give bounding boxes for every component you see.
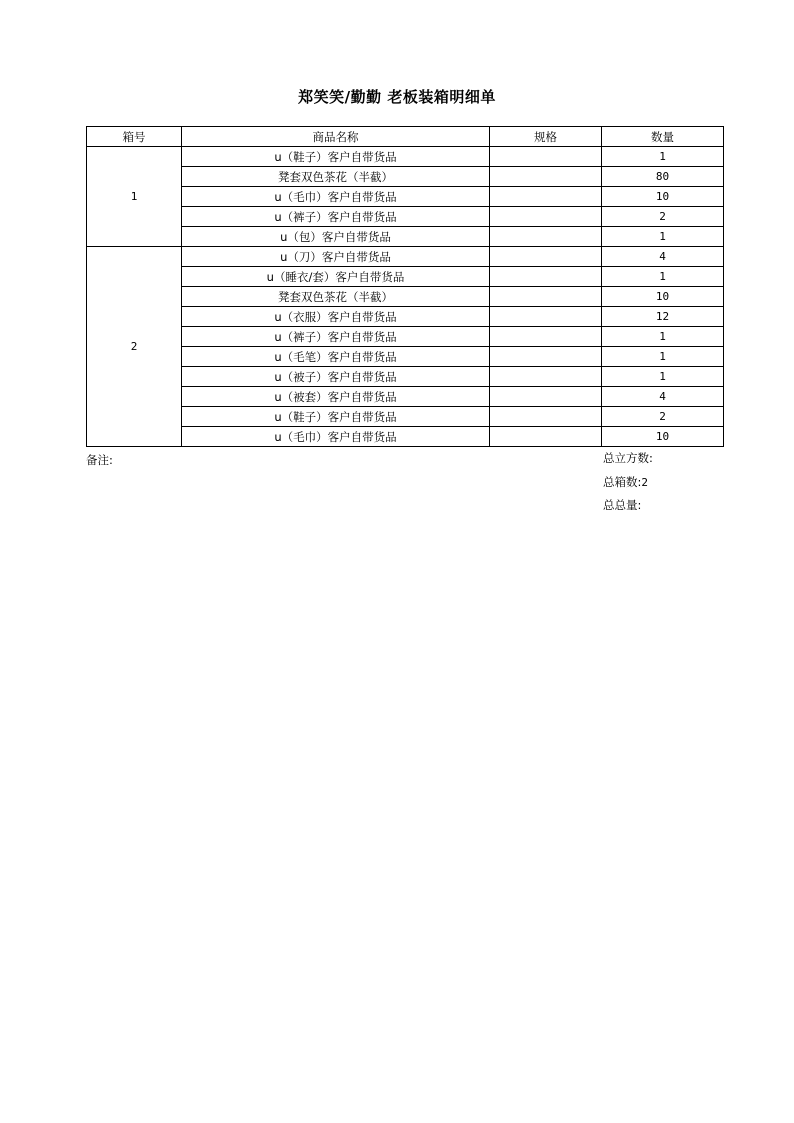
product-name-cell: u（被套）客户自带货品 — [182, 387, 490, 407]
spec-cell — [490, 287, 602, 307]
table-row — [87, 387, 724, 407]
spec-cell — [490, 387, 602, 407]
total-volume-label: 总立方数: — [603, 451, 653, 465]
product-name-cell: u（衣服）客户自带货品 — [182, 307, 490, 327]
spec-cell — [490, 227, 602, 247]
header-spec: 规格 — [490, 127, 602, 147]
product-name-cell: u（裤子）客户自带货品 — [182, 327, 490, 347]
table-row — [87, 167, 724, 187]
product-name-cell: u（毛笔）客户自带货品 — [182, 347, 490, 367]
quantity-cell: 4 — [602, 247, 724, 267]
quantity-cell: 12 — [602, 307, 724, 327]
table-row — [87, 247, 724, 267]
quantity-cell: 4 — [602, 387, 724, 407]
table-header-row — [87, 127, 724, 147]
total-weight — [603, 497, 641, 513]
spec-cell — [490, 407, 602, 427]
spec-cell — [490, 187, 602, 207]
product-name-cell: u（鞋子）客户自带货品 — [182, 407, 490, 427]
table-row — [87, 407, 724, 427]
product-name-cell: u（裤子）客户自带货品 — [182, 207, 490, 227]
table-row — [87, 327, 724, 347]
product-name-cell: 凳套双色茶花（半截） — [182, 287, 490, 307]
total-boxes-value: 2 — [641, 476, 648, 489]
product-name-cell: u（毛巾）客户自带货品 — [182, 187, 490, 207]
table-row — [87, 347, 724, 367]
quantity-cell: 10 — [602, 427, 724, 447]
table-row — [87, 187, 724, 207]
box-number-cell: 2 — [87, 247, 182, 447]
box-number-cell: 1 — [87, 147, 182, 247]
table-row — [87, 147, 724, 167]
quantity-cell: 1 — [602, 267, 724, 287]
product-name-cell: u（毛巾）客户自带货品 — [182, 427, 490, 447]
spec-cell — [490, 207, 602, 227]
quantity-cell: 1 — [602, 327, 724, 347]
total-boxes-label: 总箱数: — [603, 475, 642, 489]
total-volume — [603, 450, 653, 466]
product-name-cell: u（刀）客户自带货品 — [182, 247, 490, 267]
product-name-cell: u（包）客户自带货品 — [182, 227, 490, 247]
spec-cell — [490, 147, 602, 167]
table-row — [87, 367, 724, 387]
table-row — [87, 267, 724, 287]
quantity-cell: 1 — [602, 347, 724, 367]
spec-cell — [490, 307, 602, 327]
table-body — [87, 147, 724, 447]
product-name-cell: u（被子）客户自带货品 — [182, 367, 490, 387]
table-row — [87, 227, 724, 247]
table-row — [87, 287, 724, 307]
product-name-cell: u（睡衣/套）客户自带货品 — [182, 267, 490, 287]
total-boxes — [603, 474, 648, 490]
total-weight-label: 总总量: — [603, 498, 642, 512]
product-name-cell: 凳套双色茶花（半截） — [182, 167, 490, 187]
quantity-cell: 10 — [602, 187, 724, 207]
table-row — [87, 307, 724, 327]
remark-label: 备注: — [86, 453, 113, 467]
header-product-name: 商品名称 — [182, 127, 490, 147]
packing-list-table — [86, 126, 724, 447]
quantity-cell: 2 — [602, 207, 724, 227]
quantity-cell: 2 — [602, 407, 724, 427]
quantity-cell: 10 — [602, 287, 724, 307]
document-title: 郑笑笑/勤勤 老板装箱明细单 — [298, 88, 496, 106]
spec-cell — [490, 327, 602, 347]
spec-cell — [490, 167, 602, 187]
header-quantity: 数量 — [602, 127, 724, 147]
quantity-cell: 80 — [602, 167, 724, 187]
quantity-cell: 1 — [602, 147, 724, 167]
table-row — [87, 427, 724, 447]
header-box-no: 箱号 — [87, 127, 182, 147]
product-name-cell: u（鞋子）客户自带货品 — [182, 147, 490, 167]
quantity-cell: 1 — [602, 227, 724, 247]
spec-cell — [490, 347, 602, 367]
spec-cell — [490, 267, 602, 287]
spec-cell — [490, 247, 602, 267]
spec-cell — [490, 367, 602, 387]
spec-cell — [490, 427, 602, 447]
quantity-cell: 1 — [602, 367, 724, 387]
table-row — [87, 207, 724, 227]
